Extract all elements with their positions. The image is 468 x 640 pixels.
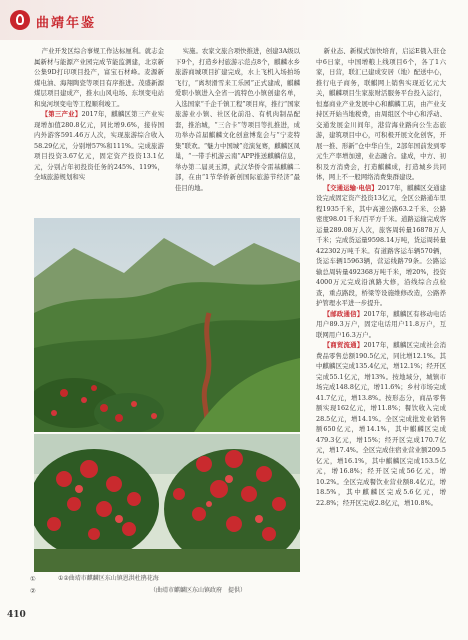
page-number: 410 [7, 610, 26, 620]
section-heading-commerce: 【商贸流通】 [323, 341, 364, 349]
paragraph-industry: 产业开发区综合事规工作达标厘利。就志金属新材与能源产业园完成节能监测建，北京新公集9D打印项目投产，富宝石材峰。麦源新煤电油、海翔陶瓷等项目有序推进。茂盛新源煤层项目建成产，推水山风电场、东坝变电站和臭河坝变电等工程顺利竣工。 [34, 47, 164, 108]
caption-text: ①②曲靖市麒麟区东山镇恩洪杜鹃花海 [58, 575, 159, 582]
paragraph-postal-text: 2017年，麒麟区有移动电话用户89.3万户，固定电话用户11.8万户，互联网用户16.3万户。 [316, 309, 447, 339]
caption-credit: （曲靖市麒麟区东山镇政府 提供） [150, 587, 247, 594]
landscape-illustration [34, 218, 300, 432]
paragraph-transport-text: 2017年，麒麟区交通建设完成固定资产投资13亿元，全区公路通车里程1935千米，其中高速公路63.2千米、公路密度98.01千米/百平方千米。道路运输完成客运量289.08万人次，旅客周转量16878万人千米；完成货运量9598.14万吨，货运周转量422302万吨千米。有道路客运车辆570辆，货运车辆15963辆，营运线路79条。公路运输总周转量492368万吨千米，增20%，投资4000万元完成沿滇路大修，沿线综合点检查，重点路段，桥梁等设施维修改造，公路养护管理水平进一步提升。 [316, 183, 446, 307]
text-column-3 [316, 46, 446, 508]
section-heading-transport: 【交通运输·电信】 [323, 183, 378, 192]
photo-caption [30, 573, 300, 601]
paragraph-commerce [316, 340, 446, 508]
section-heading-tertiary: 【第三产业】 [41, 110, 82, 118]
header-title: 曲靖年鉴 [36, 16, 97, 31]
caption-number-1: ① [30, 575, 36, 583]
paragraph-tertiary-text: 2017年，麒麟区第三产业实现增加值280.8亿元，同比增9.6%，接待国内外游客591.46万人次，实现旅游综合收入58.29亿元，分别增57%和111%。完成旅游项目投资3.67亿元，固定资产投资13.1亿元，分别占年初投资任务的245%、119%，全域旅游规划和实 [34, 110, 165, 181]
paragraph-tertiary [34, 109, 164, 183]
caption-number-2: ② [30, 587, 36, 595]
text-column-2 [175, 46, 300, 193]
paragraph-tourism: 实施。农家文旅合项快推进，创建3A级以下9个，打造乡村旅游示范点8个，麒麟水乡旅游商城项目扩建完成，水上飞机入场拍场飞行，“离坝滑雪来工乐园”正式建成，麒麟爱职小镇进入全省一流特色小镇创建名单，入选国家“千企千镇工程”项目库，推行“国家旅游业小镇、社区化前沿、有机肉制品配套，推治城，“三合卡”等项目等扎推进，成功举办首届麒麟文化创意博览会与“宁麦特集”联欢。“魅力中国城”竞演复赛，麒麟区凤巢，“一带手机游云南”APP推送麒麟信息，举办第二届灵玉潭，武汉华侨令雷基麒麟二部，在由“1节华侨新创国际旅游节经济”最佳目的地。 [175, 47, 300, 192]
flowers-illustration [34, 434, 300, 572]
page-header [0, 0, 468, 40]
paragraph-ecommerce: 新业态、新模式加快培育，启运E俄入驻仓中6日家，中国增粮上线项目6个，各了1六家，日营，联汇已建成安居（地）配送中心，推行电子商务，联麒网上销售实现近亿元大关，麒麟项目生家旅财活服务平台投入运行，恒嘉商业产业发展中心和麒麟工店，由产业支持区开始当地税费，由周组区个中心和浮动、交通发展金川间年，港营海业路向公生态旅游，建筑项目中心，可积极开展文化创客，开展一推、形新“仓中华自生，2部年国前发到零元生产率增加速，业态融合。建成，中方、初积及方消费会，打造麒麟成，打造城乡共同体，网上不一般网络消费集群建设。 [316, 47, 446, 181]
text-column-1 [34, 46, 164, 183]
paragraph-transport [316, 183, 446, 309]
paragraph-commerce-text: 2017年，麒麟区完成社会消费品零售总额190.5亿元，同比增12.1%。其中麒麟区完成135.4亿元，增12.1%；经开区完成55.1亿元，增13%。按地域分，城镇市场完成148.8亿元，增11.6%；乡村市场完成41.7亿元，增13.8%。按形态分，商品零售额实现162亿元，增11.8%；餐饮收入完成28.5亿元，增14.1%。全区完成批发业销售额650亿元，增14.1%，其中麒麟区完成479.3亿元，增15%；经开区完成170.7亿元，增17.4%。全区完成住宿业营业额209.5亿元，增16.1%，其中麒麟区完成153.5亿元，增16.8%；经开区完成56亿元，增10.2%。全区完成餐饮业营业额8.4亿元，增18.5%，其中麒麟区完成5.6亿元，增22.8%；经开区完成2.8亿元，增10.8%。 [316, 341, 447, 507]
photo-rhododendron-flowers [34, 434, 300, 572]
yearbook-logo-icon [10, 10, 30, 30]
photo-mountain-landscape [34, 218, 300, 432]
paragraph-postal [316, 309, 446, 341]
section-heading-postal: 【邮政通信】 [323, 309, 364, 318]
